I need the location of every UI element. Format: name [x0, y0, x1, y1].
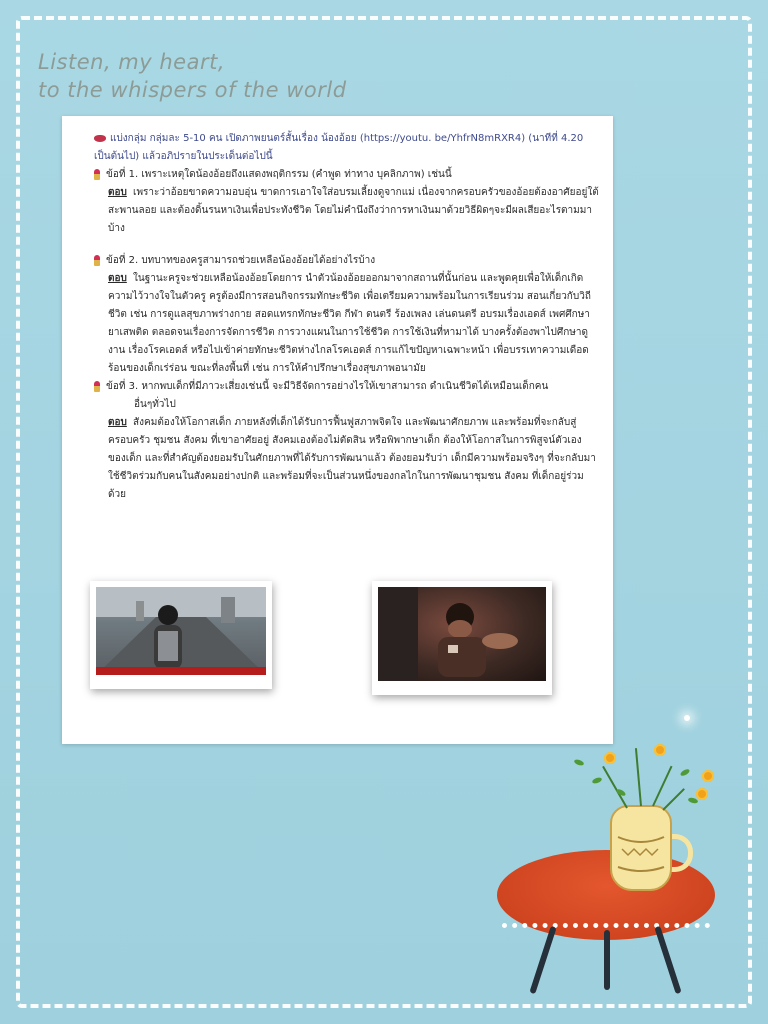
- lipstick-icon: [94, 381, 100, 392]
- answer-1-text: เพราะว่าอ้อยขาดความอบอุ่น ขาดการเอาใจใส่อบรมเลี้ยงดูจากแม่ เนื่องจากครอบครัวของอ้อยต้องอาศัยอยู่ใต้สะพานลอย และต้องดิ้นรนหาเงินเพื่อประทังชีวิต โดยไม่คำนึงถึงว่าการหาเงินมาด้วยวิธีผิดๆจะมีผลเสียอะไรตามมาบ้าง: [108, 187, 599, 234]
- car-illustration: [378, 587, 546, 681]
- vase-icon: [610, 805, 672, 891]
- answer-2: [94, 270, 599, 378]
- car-scene: [378, 587, 546, 681]
- lipstick-icon: [94, 255, 100, 266]
- intro-paragraph: [94, 130, 599, 166]
- answer-1: [94, 184, 599, 238]
- answer-2-text: ในฐานะครูจะช่วยเหลือน้องอ้อยโดยการ นำตัวน้องอ้อยออกมาจากสถานที่นั้นก่อน และพูดคุยเพื่อให้เด็กเกิดความไว้วางใจในตัวครู ครูต้องมีการสอนกิจกรรมทักษะชีวิต เพื่อเตรียมความพร้อมในการเรียนร่วม สอนเกี่ยวกับวิถีชีวิต เช่น การดูแลสุขภาพร่างกาย สอดแทรกทักษะชีวิต กีฬา ดนตรี ร้องเพลง เล่นดนตรี อบรมเรื่องเอดส์ เพศศึกษา ยาเสพติด ตลอดจนเรื่องการจัดการชีวิต การวางแผนในการใช้ชีวิต การใช้เงินที่หามาได้ บางครั้งต้องพาไปศึกษาดูงาน เรื่องโรคเอดส์ หรือไปเข้าค่ายทักษะชีวิตห่างไกลโรคเอดส์ การแก้ไขปัญหาเฉพาะหน้า เพื่อบรรเทาความเดือดร้อนของเด็กเร่ร่อน ขณะที่ลงพื้นที่ เช่น การให้คำปรึกษาเรื่องสุขภาพอนามัย: [108, 273, 591, 374]
- tagline-line-2: to the whispers of the world: [38, 78, 347, 102]
- answer-3: [94, 414, 599, 504]
- photo-image: [378, 587, 546, 681]
- question-1: [94, 166, 599, 184]
- caption-red-bar: [96, 667, 266, 675]
- table-rim-decoration: [502, 905, 710, 928]
- intro-text: แบ่งกลุ่ม กลุ่มละ 5-10 คน เปิดภาพยนตร์สั้นเรื่อง น้องอ้อย (https://youtu. be/YhfrN8mRXR4) (นาทีที่ 4.20 เป็นต้นไป) แล้วอภิปรายในประเด็นต่อไปนี้: [94, 133, 584, 162]
- flower-icon: [604, 752, 616, 764]
- answer-label: ตอบ: [108, 273, 127, 284]
- film-still-car-interior: [372, 581, 552, 695]
- photo-image: [96, 587, 266, 675]
- street-scene: [96, 587, 266, 675]
- answer-3-text: สังคมต้องให้โอกาสเด็ก ภายหลังที่เด็กได้รับการฟื้นฟูสภาพจิตใจ และพัฒนาศักยภาพ และพร้อมที่จะกลับสู่ ครอบครัว ชุมชน สังคม ที่เขาอาศัยอยู่ สังคมเองต้องไม่ตัดสิน หรือพิพากษาเด็ก ต้องให้โอกาสในการพิสูจน์ตัวเองของเด็ก และที่สำคัญต้องยอมรับในศักยภาพที่ได้รับการพัฒนาแล้ว ต้องยอมรับว่า เด็กมีความพร้อมจริงๆ ที่จะกลับมาใช้ชีวิตร่วมกับคนในสังคมอย่างปกติ และพร้อมที่จะเป็นส่วนหนึ่งของกลไกในการพัฒนาชุมชน สังคม ที่เด็กอยู่ร่วมด้วย: [108, 417, 596, 500]
- question-3-continuation: อื่นๆทั่วไป: [134, 399, 176, 410]
- flower-icon: [654, 744, 666, 756]
- flower-icon: [702, 770, 714, 782]
- question-2-text: ข้อที่ 2. บทบาทของครูสามารถช่วยเหลือน้องอ้อยได้อย่างไรบ้าง: [106, 255, 376, 266]
- lips-icon: [94, 135, 106, 142]
- document-content: [94, 130, 599, 504]
- tagline-line-1: Listen, my heart,: [38, 50, 225, 74]
- question-1-text: ข้อที่ 1. เพราะเหตุใดน้องอ้อยถึงแสดงพฤติกรรม (คำพูด ท่าทาง บุคลิกภาพ) เช่นนี้: [106, 169, 452, 180]
- question-2: [94, 252, 599, 270]
- answer-label: ตอบ: [108, 187, 127, 198]
- lipstick-icon: [94, 169, 100, 180]
- sparkle-icon: [684, 715, 690, 721]
- table-leg: [604, 930, 610, 990]
- flower-icon: [696, 788, 708, 800]
- street-illustration: [96, 587, 266, 675]
- tagline: [38, 48, 347, 104]
- answer-label: ตอบ: [108, 417, 127, 428]
- question-3: [94, 378, 599, 414]
- question-3-text: ข้อที่ 3. หากพบเด็กที่มีภาวะเสี่ยงเช่นนี้ จะมีวิธีจัดการอย่างไรให้เขาสามารถ ดำเนินชีวิตได้เหมือนเด็กคน: [106, 381, 549, 392]
- vase-pattern: [612, 807, 670, 889]
- film-still-girl-on-street: [90, 581, 272, 689]
